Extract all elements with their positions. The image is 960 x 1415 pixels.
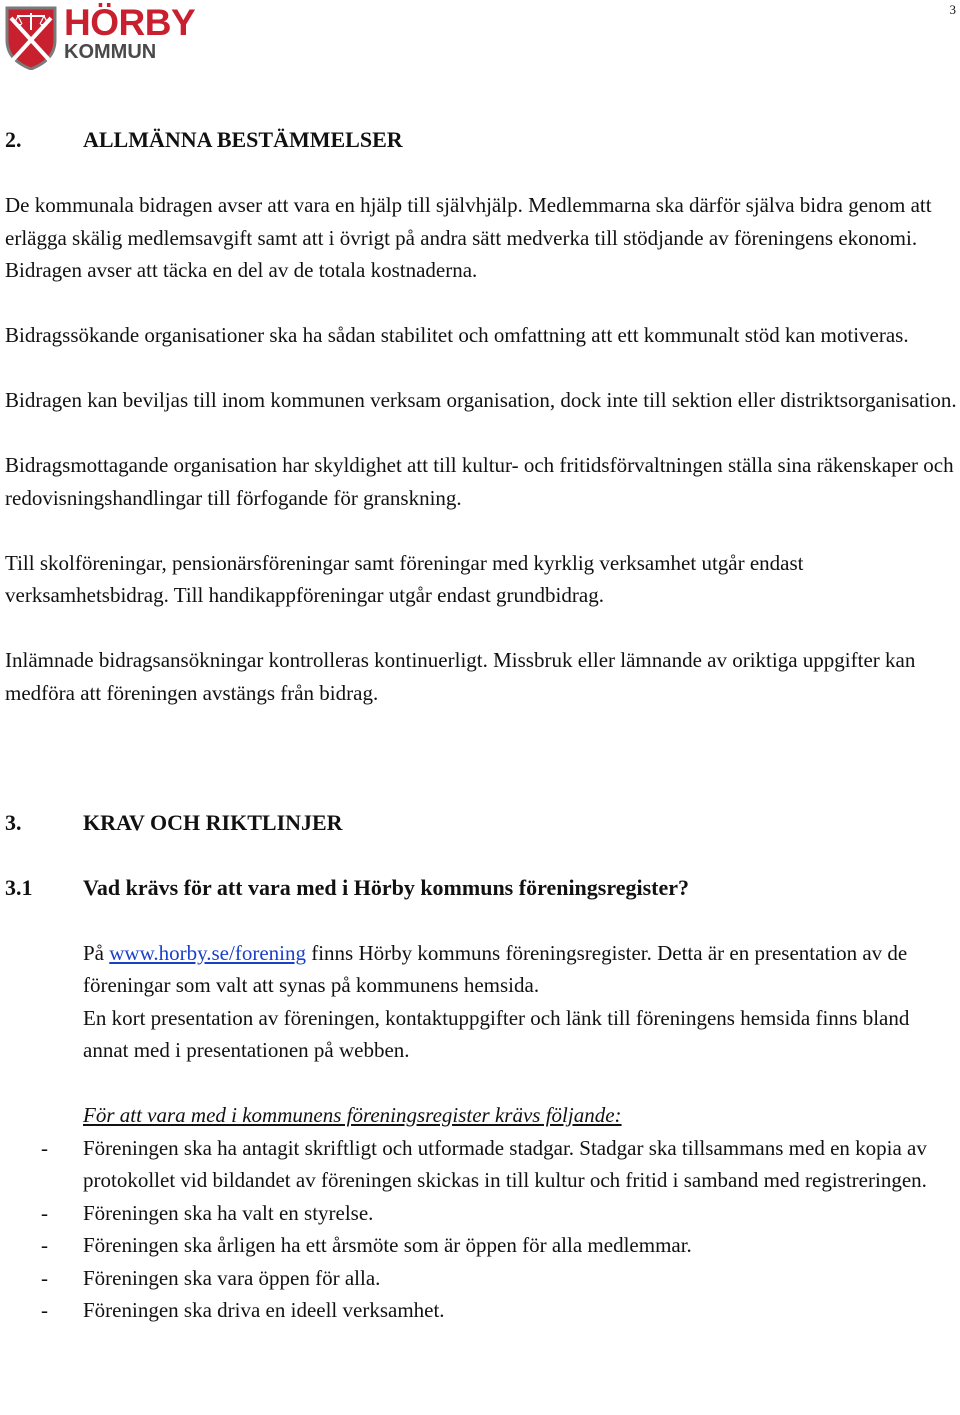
list-item: - Föreningen ska årligen ha ett årsmöte som är öppen för alla medlemmar. xyxy=(41,1233,692,1257)
paragraph: Till skolföreningar, pensionärsföreningar samt föreningar med kyrklig verksamhet utgår endast verksamhetsbidrag. Till handikappföreningar utgår endast grundbidrag. xyxy=(5,550,804,607)
section-title: KRAV OCH RIKTLINJER xyxy=(83,809,343,835)
paragraph: Bidragen kan beviljas till inom kommunen verksam organisation, dock inte till sektion eller distriktsorganisation. xyxy=(5,388,957,412)
register-intro-line-2: En kort presentation av föreningen, kontaktuppgifter och länk till föreningens hemsida finns bland annat med i presentationen på webben. xyxy=(83,1005,910,1062)
logo-name: HÖRBY xyxy=(64,2,196,43)
section-number: 3. xyxy=(5,809,22,835)
paragraph: Bidragssökande organisationer ska ha sådan stabilitet och omfattning att ett kommunalt stöd kan motiveras. xyxy=(5,323,909,347)
page-number: 3 xyxy=(949,2,956,17)
paragraph: Inlämnade bidragsansökningar kontrolleras kontinuerligt. Missbruk eller lämnande av oriktiga uppgifter kan medföra att föreningen avstängs från bidrag. xyxy=(5,648,916,705)
logo-wordmark xyxy=(64,4,195,62)
section-title: Vad krävs för att vara med i Hörby kommuns föreningsregister? xyxy=(83,874,690,900)
register-intro xyxy=(83,937,957,1002)
section-title: ALLMÄNNA BESTÄMMELSER xyxy=(83,127,403,152)
section-3-1-heading xyxy=(5,872,957,905)
list-item: - Föreningen ska vara öppen för alla. xyxy=(41,1265,381,1290)
paragraph: Bidragsmottagande organisation har skyldighet att till kultur- och fritidsförvaltningen ställa sina räkenskaper och redovisningshandlingar till förfogande för granskning. xyxy=(5,453,954,510)
coat-of-arms-icon xyxy=(4,4,58,70)
section-number: 3.1 xyxy=(5,874,33,900)
list-item: - Föreningen ska ha antagit skriftligt och utformade stadgar. Stadgar ska tillsammans med en kopia av protokollet vid bildandet av föreningen skickas in till kultur och fritid i samband med registreringen. xyxy=(41,1135,927,1192)
horby-kommun-logo xyxy=(4,2,196,72)
requirements-heading: För att vara med i kommunens föreningsregister krävs följande: xyxy=(83,1103,622,1127)
section-2-heading xyxy=(5,124,957,157)
forening-link[interactable]: www.horby.se/forening xyxy=(109,940,306,965)
list-item: - Föreningen ska driva en ideell verksamhet. xyxy=(41,1298,445,1322)
list-item: - Föreningen ska ha valt en styrelse. xyxy=(41,1200,374,1225)
logo-sub: KOMMUN xyxy=(64,41,157,63)
intro-prefix: På xyxy=(83,940,110,965)
document-body xyxy=(5,124,957,1327)
section-3-heading xyxy=(5,807,957,840)
intro-suffix: finns Hörby kommuns föreningsregister. Detta är en presentation av de föreningar som valt att synas på kommunens hemsida. xyxy=(83,940,908,997)
paragraph: De kommunala bidragen avser att vara en hjälp till självhjälp. Medlemmarna ska därför själva bidra genom att erlägga skälig medlemsavgift samt att i övrigt på andra sätt medverka till stödjande av föreningens ekonomi. Bidragen avser att täcka en del av de totala kostnaderna. xyxy=(5,193,932,282)
requirements-list xyxy=(5,1132,957,1327)
section-number: 2. xyxy=(5,127,22,152)
